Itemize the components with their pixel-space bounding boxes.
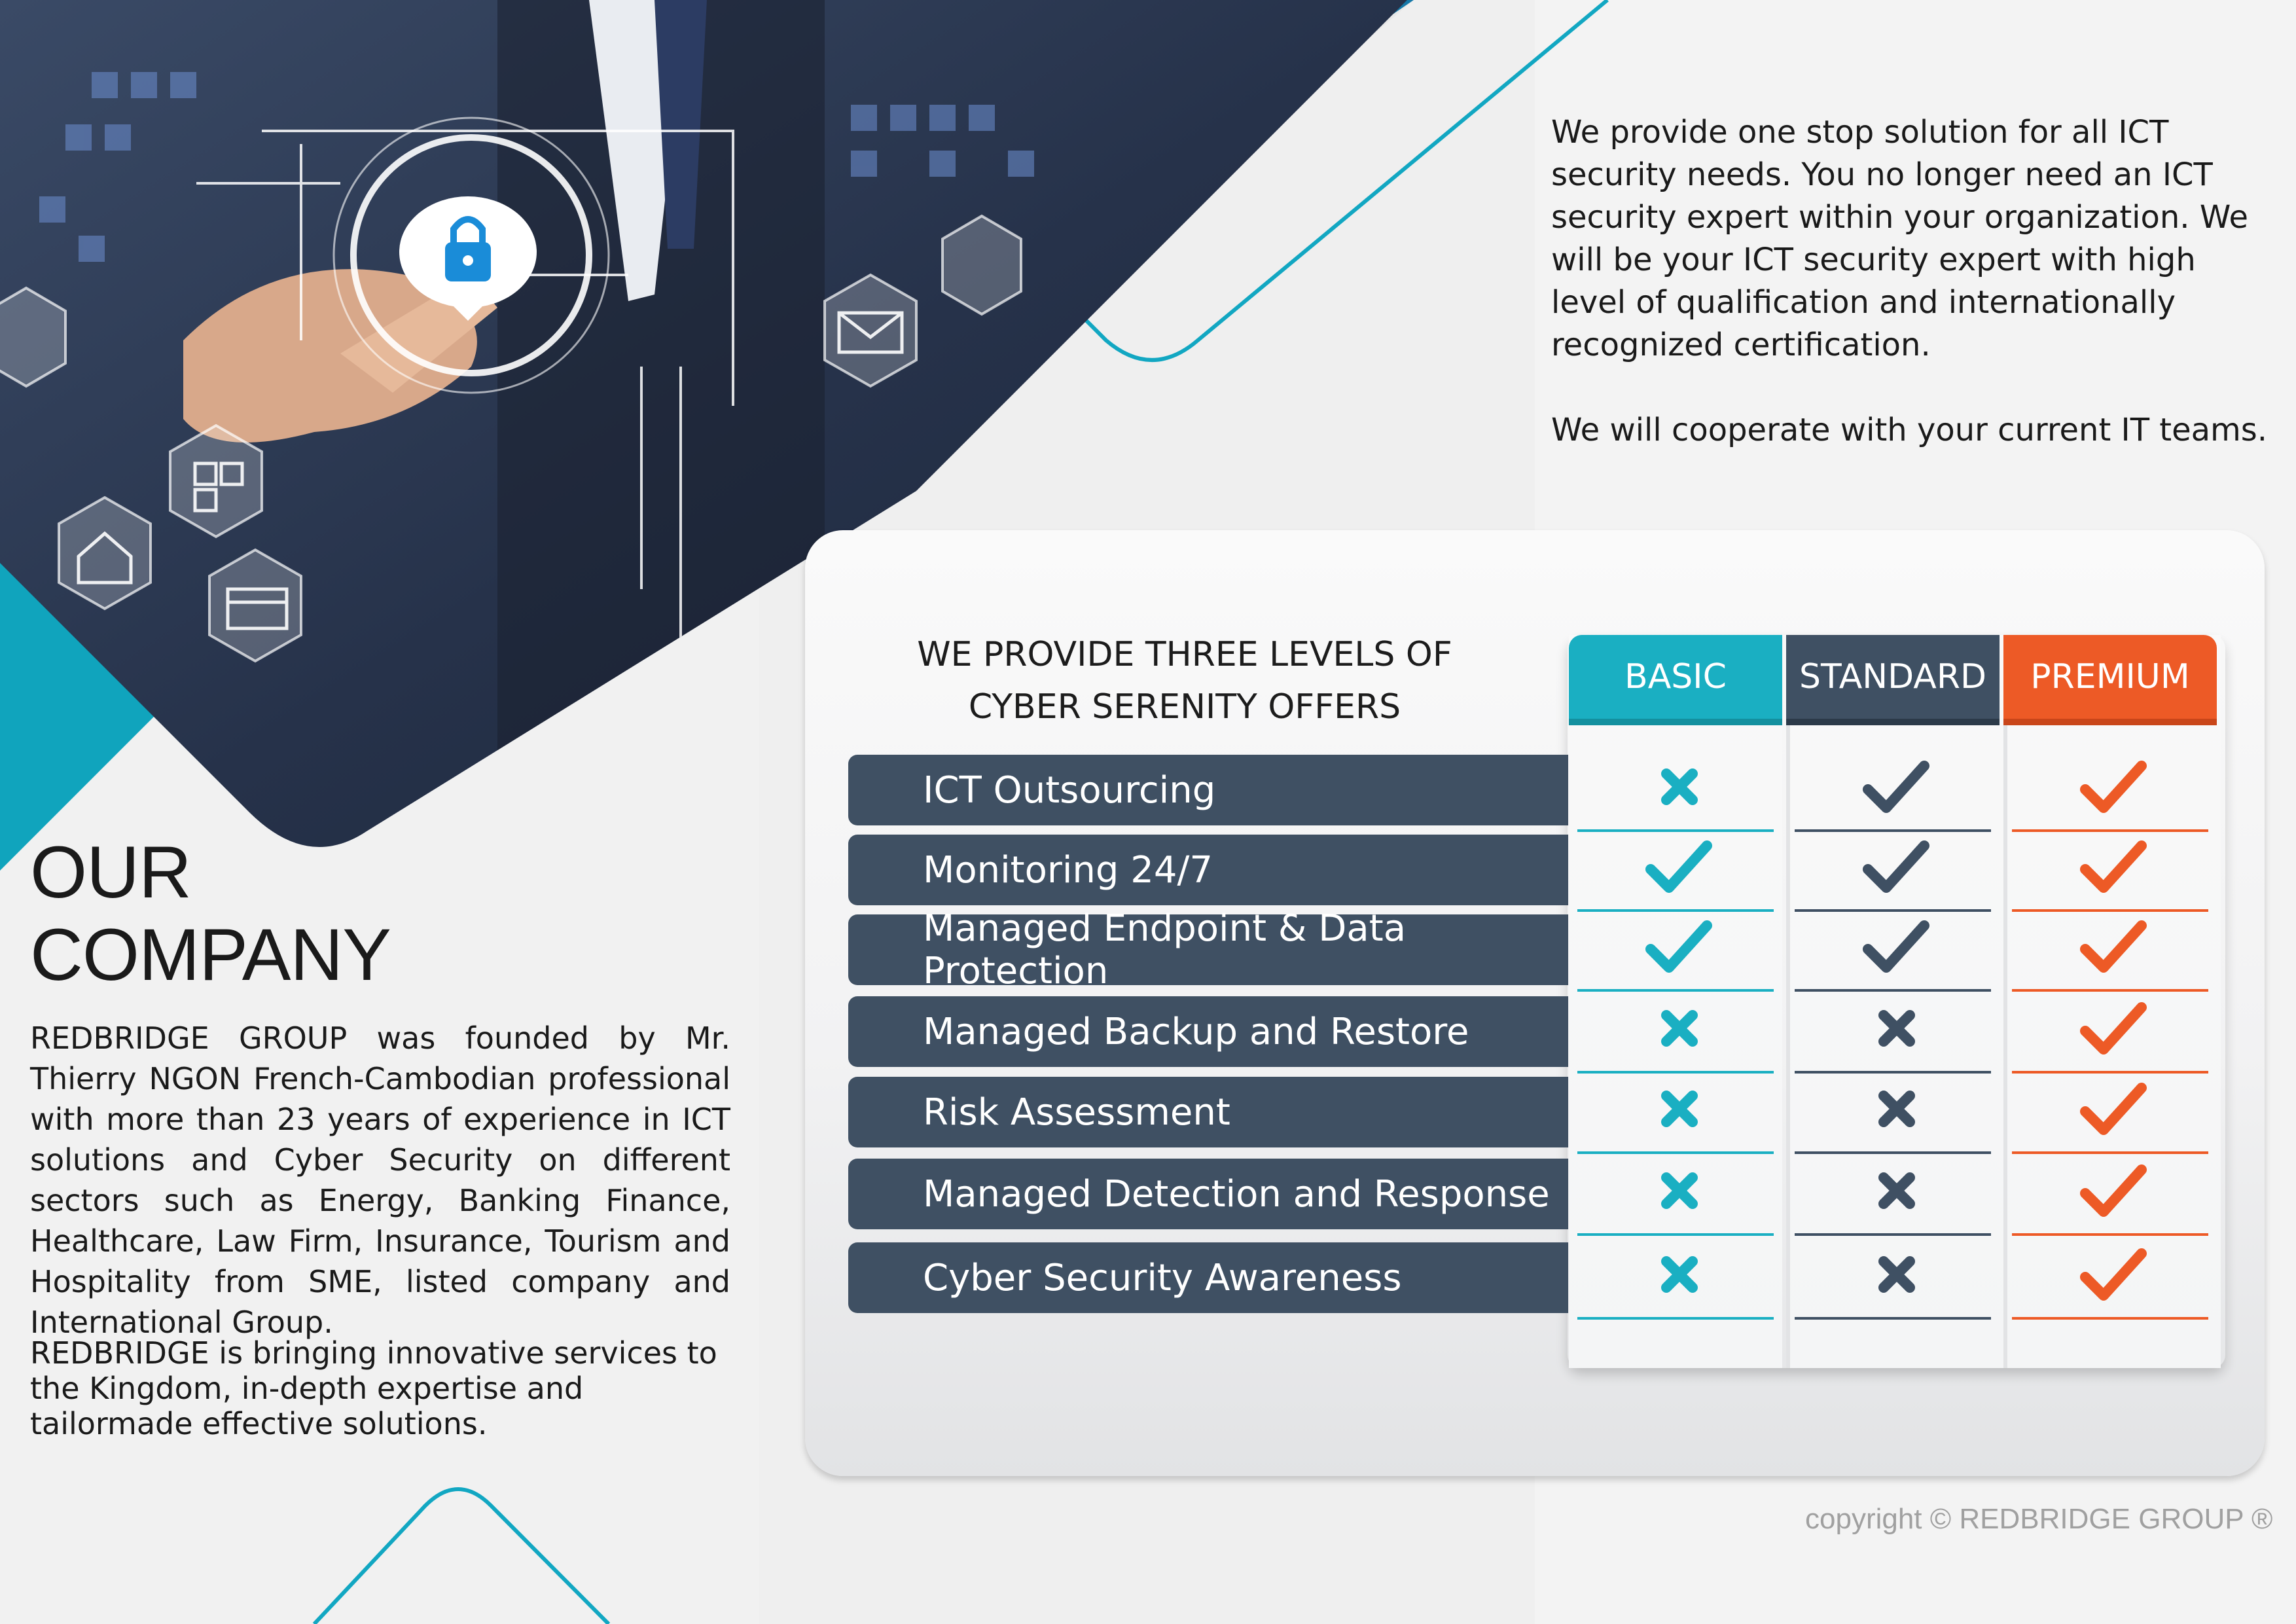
offer-row [848, 1077, 1568, 1147]
intro-paragraph-2: We will cooperate with your current IT teams. [1551, 412, 2268, 448]
check-icon [1860, 758, 1932, 817]
cross-icon [1860, 1162, 1932, 1221]
basic-row-divider [1577, 829, 1774, 832]
basic-row-divider [1577, 989, 1774, 992]
offer-row-label: Risk Assessment [923, 1091, 1230, 1134]
check-icon [1643, 918, 1715, 977]
intro-text [1551, 111, 2278, 494]
company-description: REDBRIDGE GROUP was founded by Mr. Thierry NGON French-Cambodian professional with more than 23 years of experience in ICT solutions and Cyber Security on different sectors such as Energy, Banking Finance, Healthcare, Law Firm, Insurance, Tourism and Hospitality from SME, listed company and International Group. [30, 1020, 730, 1340]
check-icon [2077, 918, 2149, 977]
offer-row-label: ICT Outsourcing [923, 768, 1216, 812]
copyright: copyright © REDBRIDGE GROUP ® [1805, 1503, 2273, 1535]
offer-row-label: Managed Endpoint & Data Protection [923, 907, 1407, 992]
cross-icon [1643, 1162, 1715, 1221]
check-icon [2077, 1080, 2149, 1139]
check-icon [2077, 1000, 2149, 1058]
standard-row-divider [1795, 1151, 1991, 1154]
standard-row-divider [1795, 1071, 1991, 1074]
premium-row-divider [2012, 1233, 2208, 1236]
offer-row-label: Managed Detection and Response [923, 1172, 1550, 1216]
check-icon [1860, 838, 1932, 897]
column-header-premium: PREMIUM [2003, 635, 2217, 725]
offer-row [848, 907, 1568, 992]
offer-row-label: Managed Backup and Restore [923, 1010, 1469, 1053]
check-icon [2077, 1246, 2149, 1305]
check-icon [2077, 1162, 2149, 1221]
premium-row-divider [2012, 829, 2208, 832]
basic-row-divider [1577, 909, 1774, 912]
page-title [30, 831, 391, 996]
intro-paragraph-1: We provide one stop solution for all ICT security needs. You no longer need an ICT security expert within your organization. We will be your ICT security expert with high level of qualification and internationally recognized certification. [1551, 114, 2248, 363]
cross-icon [1860, 1246, 1932, 1305]
check-icon [2077, 758, 2149, 817]
check-icon [1643, 838, 1715, 897]
offers-title-line-2: CYBER SERENITY OFFERS [968, 687, 1401, 727]
offers-title-line-1: WE PROVIDE THREE LEVELS OF [917, 635, 1452, 674]
premium-row-divider [2012, 1317, 2208, 1320]
check-icon [1860, 918, 1932, 977]
basic-row-divider [1577, 1317, 1774, 1320]
column-header-standard: STANDARD [1786, 635, 2000, 725]
cross-icon [1860, 1080, 1932, 1139]
basic-row-divider [1577, 1233, 1774, 1236]
cross-icon [1643, 1246, 1715, 1305]
premium-row-divider [2012, 1151, 2208, 1154]
column-header-basic: BASIC [1569, 635, 1782, 725]
offer-row [848, 835, 1568, 905]
check-icon [2077, 838, 2149, 897]
offer-row-label: Monitoring 24/7 [923, 848, 1213, 892]
standard-row-divider [1795, 829, 1991, 832]
standard-row-divider [1795, 1317, 1991, 1320]
cross-icon [1643, 1080, 1715, 1139]
cross-icon [1643, 758, 1715, 817]
company-mission: REDBRIDGE is bringing innovative services to the Kingdom, in-depth expertise and tailormade effective solutions. [30, 1335, 717, 1441]
standard-row-divider [1795, 1233, 1991, 1236]
basic-row-divider [1577, 1071, 1774, 1074]
offer-row [848, 1159, 1568, 1229]
offer-row-label: Cyber Security Awareness [923, 1256, 1402, 1299]
title-line-2: COMPANY [30, 914, 391, 996]
title-line-1: OUR [30, 831, 191, 913]
offer-row [848, 996, 1568, 1067]
cross-icon [1643, 1000, 1715, 1058]
cross-icon [1860, 1000, 1932, 1058]
offer-row [848, 1242, 1568, 1313]
offers-title [851, 628, 1518, 733]
premium-row-divider [2012, 989, 2208, 992]
premium-row-divider [2012, 1071, 2208, 1074]
offer-row [848, 755, 1568, 825]
premium-row-divider [2012, 909, 2208, 912]
standard-row-divider [1795, 989, 1991, 992]
basic-row-divider [1577, 1151, 1774, 1154]
standard-row-divider [1795, 909, 1991, 912]
